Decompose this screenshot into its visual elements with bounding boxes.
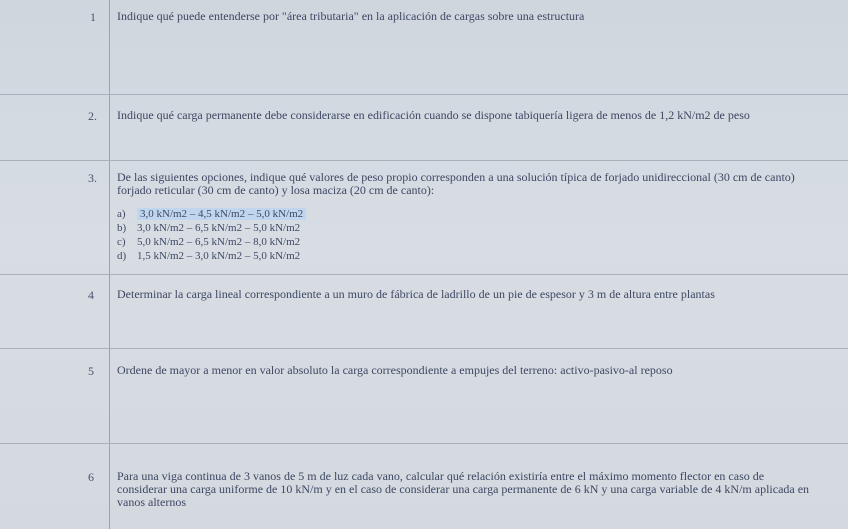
option-text: 5,0 kN/m2 – 6,5 kN/m2 – 8,0 kN/m2 — [137, 236, 301, 248]
question-2-number: 2. — [88, 109, 97, 123]
row-divider — [0, 160, 848, 161]
question-3-text: De las siguientes opciones, indique qué valores de peso propio corresponden a una solución típica de forjado unidireccional (30 cm de canto) forjado reticular (30 cm de canto) y losa maciza (20 cm de canto): — [117, 170, 795, 197]
option-d[interactable] — [117, 251, 300, 262]
question-3-number: 3. — [88, 171, 97, 185]
margin-line — [109, 0, 110, 529]
question-2-text: Indique qué carga permanente debe considerarse en edificación cuando se dispone tabiquería ligera de menos de 1,2 kN/m2 de peso — [117, 108, 750, 122]
row-divider — [0, 94, 848, 95]
row-divider — [0, 274, 848, 275]
question-5-text: Ordene de mayor a menor en valor absoluto la carga correspondiente a empujes del terreno: activo-pasivo-al reposo — [117, 363, 673, 377]
option-a[interactable] — [117, 209, 306, 220]
question-6-text: Para una viga continua de 3 vanos de 5 m de luz cada vano, calcular qué relación existiría entre el máximo momento flector en caso de considerar una carga uniforme de 10 kN/m y en el caso de considerar una carga permanente de 6 kN y una carga variable de 4 kN/m aplicada en vanos alternos — [117, 469, 810, 509]
question-6-number: 6 — [88, 470, 94, 484]
question-4-text: Determinar la carga lineal correspondiente a un muro de fábrica de ladrillo de un pie de espesor y 3 m de altura entre plantas — [117, 287, 715, 301]
question-1-number: 1 — [90, 10, 96, 24]
option-text: 3,0 kN/m2 – 6,5 kN/m2 – 5,0 kN/m2 — [137, 222, 301, 234]
option-letter: a) — [117, 208, 126, 220]
option-c[interactable] — [117, 237, 300, 248]
question-1-text: Indique qué puede entenderse por "área tributaria" en la aplicación de cargas sobre una estructura — [117, 9, 585, 23]
row-divider — [0, 348, 848, 349]
option-text-highlighted: 3,0 kN/m2 – 4,5 kN/m2 – 5,0 kN/m2 — [137, 208, 306, 220]
option-letter: d) — [117, 250, 127, 262]
question-5-number: 5 — [88, 364, 94, 378]
option-b[interactable] — [117, 223, 300, 234]
question-4-number: 4 — [88, 288, 94, 302]
option-letter: c) — [117, 236, 126, 248]
option-letter: b) — [117, 222, 127, 234]
option-text: 1,5 kN/m2 – 3,0 kN/m2 – 5,0 kN/m2 — [137, 250, 301, 262]
row-divider — [0, 443, 848, 444]
